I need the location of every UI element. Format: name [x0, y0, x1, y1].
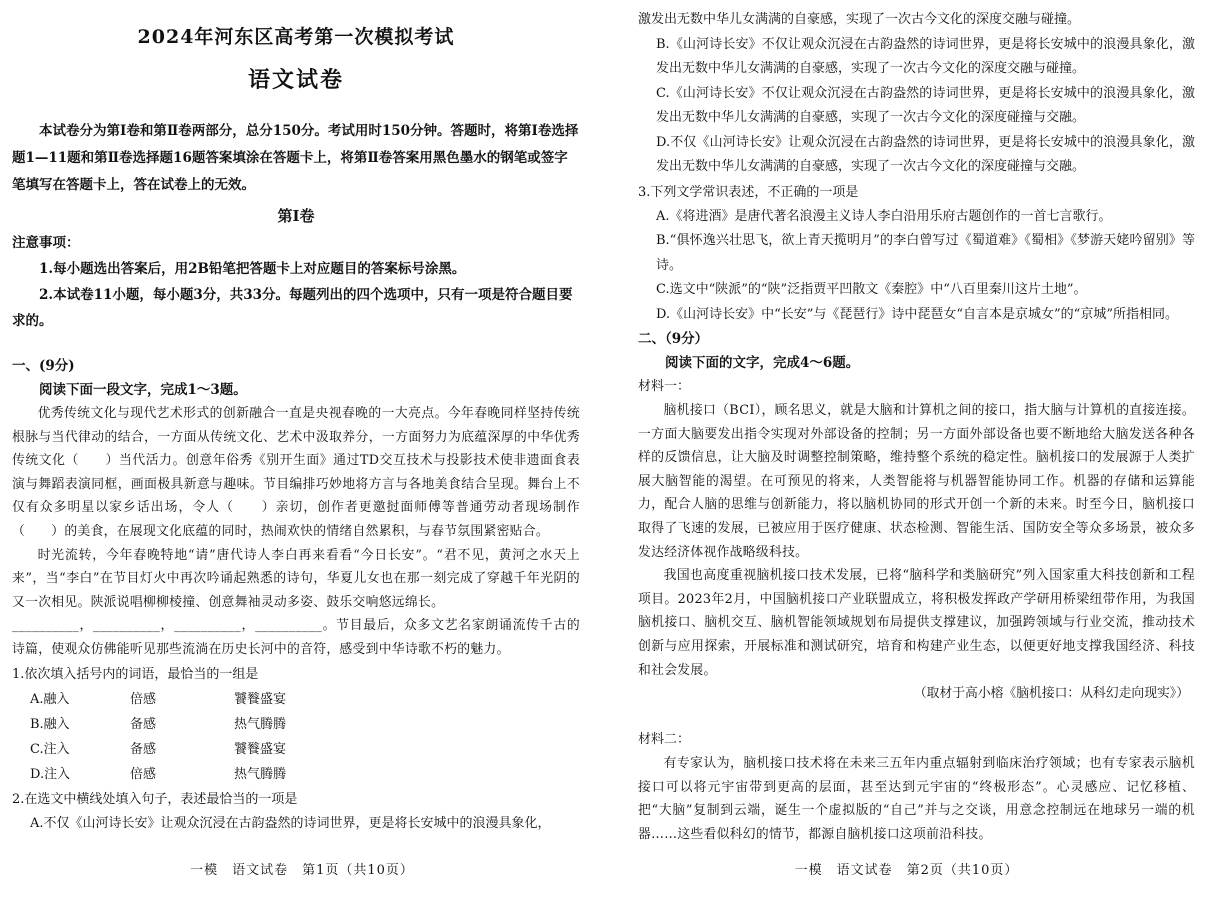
q3-option-b: B.“俱怀逸兴壮思飞，欲上青天揽明月”的李白曾写过《蜀道难》《蜀相》《梦游天姥吟留别》等诗。	[656, 233, 1195, 273]
material-1-label: 材料一：	[638, 379, 691, 394]
q1-option-d-label: D.注入	[30, 766, 71, 782]
q3-option-a: A.《将进酒》是唐代著名浪漫主义诗人李白沿用乐府古题创作的一首七言歌行。	[656, 208, 1112, 224]
q2-option-c: C.《山河诗长安》不仅让观众沉浸在古韵盎然的诗词世界，更是将长安城中的浪漫具象化，激发出无数中华儿女满满的自豪感，实现了一次古今文化的深度碰撞与交融。	[656, 85, 1195, 125]
q1-option-c-label: C.注入	[30, 741, 70, 757]
q1-option-a-label: A.融入	[30, 691, 70, 707]
note-1: 1.每小题选出答案后，用2B铅笔把答题卡上对应题目的答案标号涂黑。	[39, 261, 466, 277]
q3-option-c: C.选文中“陕派”的“陕”泛指贾平凹散文《秦腔》中“八百里秦川这片土地”。	[656, 282, 1087, 297]
q2-option-a-start: A.不仅《山河诗长安》让观众沉浸在古韵盎然的诗词世界，更是将长安城中的浪漫具象化，	[30, 815, 551, 831]
q1-option-c	[12, 737, 580, 762]
passage-paragraph-2: 时光流转，今年春晚特地“请”唐代诗人李白再来看看“今日长安”。“君不见，黄河之水天上来”，当“李白”在节目灯火中再次吟诵起熟悉的诗句，华夏儿女也在那一刻完成了穿越千年光阴的又一次相见。陕派说唱柳柳棱撞、创意舞袖灵动多姿、鼓乐交响悠远绵长。	[12, 547, 580, 610]
exam-intro: 本试卷分为第Ⅰ卷和第Ⅱ卷两部分，总分150分。考试用时150分钟。答题时，将第Ⅰ卷选择题1—11题和第Ⅱ卷选择题16题答案填涂在答题卡上，将第Ⅱ卷答案用黑色墨水的钢笔或签字笔填写在答题卡上，答在试卷上的无效。	[12, 123, 579, 193]
passage-paragraph-1: 优秀传统文化与现代艺术形式的创新融合一直是央视春晚的一大亮点。今年春晚同样坚持传统根脉与当代律动的结合，一方面从传统文化、艺术中汲取养分，一方面努力为底蕴深厚的中华优秀传统文化（ ）当代活力。创意年俗秀《别开生面》通过TD交互技术与投影技术使非遗面食表演与舞蹈表演同框，画面极具新意与趣味。节目编排巧妙地将方言与各地美食结合呈现。舞台上不仅有众多明星以家乡话出场，令人（ ）亲切，创作者更邀挝面师傅等普通劳动者现场制作（ ）的美食，在展现文化底蕴的同时，热闹欢快的情绪自然累积，与春节氛围紧密贴合。	[12, 406, 580, 539]
part1-instruction: 阅读下面一段文字，完成1～3题。	[39, 382, 247, 398]
page-2-footer: 一模 语文试卷 第2页（共10页）	[794, 863, 1019, 878]
q3-option-d: D.《山河诗长安》中“长安”与《琵琶行》诗中琵琶女“自言本是京城女”的“京城”所指相同。	[656, 306, 1178, 322]
q1-option-c-word3: 饕餮盛宴	[234, 741, 287, 757]
material-1-paragraph-1: 脑机接口（BCI），顾名思义，就是大脑和计算机之间的接口，指大脑与计算机的直接连接。一方面大脑要发出指令实现对外部设备的控制；另一方面外部设备也要不断地给大脑发送各种各样的反馈信息，让大脑及时调整控制策略，维持整个系统的稳定性。脑机接口的发展源于人类扩展大脑智能的渴望。在可预见的将来，人类智能将与机器智能协同工作。机器的存储和运算能力，配合人脑的思维与创新能力，将以脑机协同的形式开创一个新的未来。时至今日，脑机接口取得了飞速的发展，已被应用于医疗健康、状态检测、智能生活、国防安全等众多场景，被众多发达经济体视作战略级科技。	[638, 403, 1195, 560]
material-2-label: 材料二：	[638, 732, 691, 748]
exam-subtitle: 语文试卷	[247, 67, 344, 93]
page-2	[604, 0, 1209, 900]
q1-option-d	[12, 762, 580, 787]
part2-instruction: 阅读下面的文字，完成4～6题。	[665, 355, 860, 371]
q1-option-a-word3: 饕餮盛宴	[234, 691, 287, 707]
exam-title: 2024年河东区高考第一次模拟考试	[137, 26, 455, 48]
page-1	[0, 0, 604, 900]
section-title: 第Ⅰ卷	[277, 207, 315, 225]
part1-heading: 一、(9分)	[12, 358, 75, 374]
q1-option-d-word2: 倍感	[130, 766, 157, 782]
q1-option-a-word2: 倍感	[130, 691, 157, 707]
page-1-footer: 一模 语文试卷 第1页（共10页）	[190, 863, 414, 878]
question-2: 2.在选文中横线处填入句子，表述最恰当的一项是	[12, 791, 298, 807]
q1-option-b-word2: 备感	[130, 716, 157, 732]
note-2: 2.本试卷11小题，每小题3分，共33分。每题列出的四个选项中，只有一项是符合题目要求的。	[12, 287, 573, 329]
part2-heading: 二、（9分）	[638, 331, 709, 347]
q1-option-b	[12, 712, 580, 737]
passage-paragraph-3: __________，__________，__________，__________。节目最后，众多文艺名家朗诵流传千古的诗篇，使观众仿佛能听见那些流淌在历史长河中的音符，感受到中华诗歌不朽的魅力。	[12, 618, 580, 657]
q2-option-a-continued: 激发出无数中华儿女满满的自豪感，实现了一次古今文化的深度交融与碰撞。	[638, 12, 1081, 27]
material-1-paragraph-2: 我国也高度重视脑机接口技术发展，已将“脑科学和类脑研究”列入国家重大科技创新和工程项目。2023年2月，中国脑机接口产业联盟成立，将积极发挥政产学研用桥梁纽带作用，为我国脑机接口、脑机交互、脑机智能领域规划布局提供支撑建议，加强跨领域与行业交流，推动技术创新与应用探索，开展标准和测试研究，培育和构建产业生态，以便更好地支撑我国经济、科技和社会发展。	[638, 568, 1195, 678]
q1-option-d-word3: 热气腾腾	[234, 766, 287, 782]
q1-option-b-word3: 热气腾腾	[234, 716, 287, 732]
q1-option-b-label: B.融入	[30, 716, 70, 732]
q1-option-a	[12, 687, 580, 712]
q2-option-b: B.《山河诗长安》不仅让观众沉浸在古韵盎然的诗词世界，更是将长安城中的浪漫具象化，激发出无数中华儿女满满的自豪感，实现了一次古今文化的深度交融与碰撞。	[656, 36, 1195, 76]
q2-option-d: D.不仅《山河诗长安》让观众沉浸在古韵盎然的诗词世界，更是将长安城中的浪漫具象化，激发出无数中华儿女满满的自豪感，实现了一次古今文化的深度碰撞与交融。	[656, 134, 1195, 174]
material-1-source: （取材于高小榕《脑机接口：从科幻走向现实》）	[913, 686, 1189, 702]
material-2-paragraph-1: 有专家认为，脑机接口技术将在未来三五年内重点辐射到临床治疗领域；也有专家表示脑机接口可以将元宇宙带到更高的层面，甚至达到元宇宙的“终极形态”。心灵感应、记忆移植、把“大脑”复制到云端，诞生一个虚拟版的“自己”并与之交谈，用意念控制远在地球另一端的机器……这些看似科幻的情节，都源自脑机接口这项前沿科技。	[638, 756, 1195, 842]
q1-option-c-word2: 备感	[130, 741, 157, 757]
notes-heading: 注意事项：	[12, 235, 80, 251]
question-1: 1.依次填入括号内的词语，最恰当的一组是	[12, 666, 259, 682]
question-3: 3.下列文学常识表述，不正确的一项是	[638, 184, 859, 200]
